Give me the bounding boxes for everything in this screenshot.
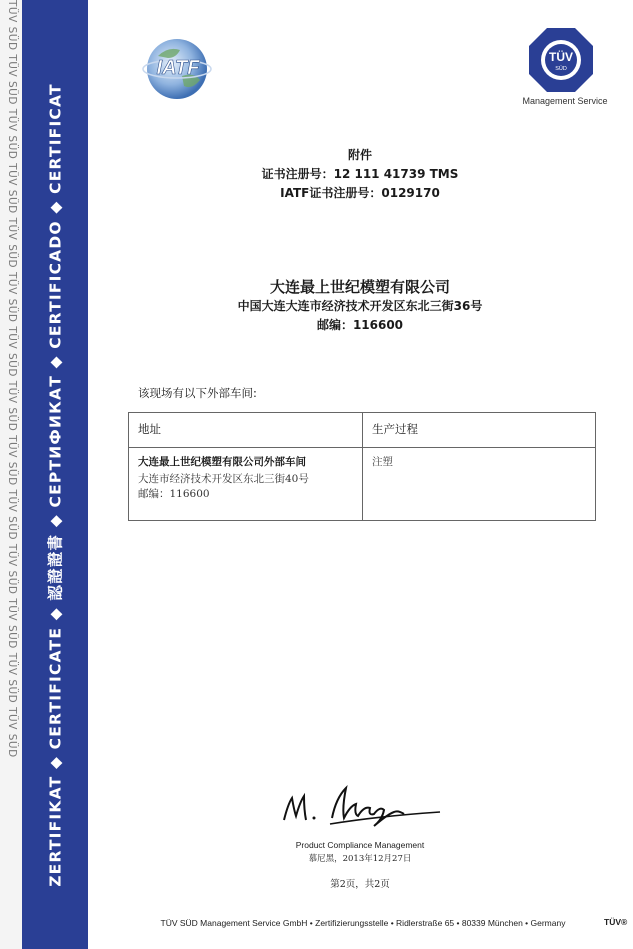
- signature-date: 慕尼黑，2013年12月27日: [308, 854, 412, 864]
- iatf-logo-text: IATF: [156, 57, 200, 79]
- company-name: 大连最上世纪模塑有限公司: [269, 278, 450, 296]
- table-row: [129, 448, 596, 521]
- sites-table: [128, 412, 596, 521]
- footer-address: TÜV SÜD Management Service GmbH • Zertifizierungsstelle • Ridlerstraße 65 • 80339 München • Germany: [160, 918, 566, 928]
- column-header-process: 生产过程: [363, 413, 596, 448]
- site-postal-code: 邮编：116600: [138, 488, 210, 500]
- column-header-address: 地址: [129, 413, 363, 448]
- certificate-number: 证书注册号：12 111 41739 TMS: [261, 167, 459, 181]
- page-number: 第2页，共2页: [330, 879, 390, 890]
- certificate-band-text: ZERTIFIKAT ◆ CERTIFICATE ◆ 認證證書 ◆ СЕРТИФИКАТ ◆ CERTIFICADO ◆ CERTIFICAT: [46, 82, 65, 887]
- sud-logo-text: SÜD: [555, 66, 567, 72]
- edge-watermark-text: TÜV SÜD TÜV SÜD TÜV SÜD TÜV SÜD TÜV SÜD TÜV SÜD TÜV SÜD TÜV SÜD TÜV SÜD TÜV SÜD TÜV SÜD TÜV SÜD TÜV SÜD TÜV SÜD: [6, 0, 18, 758]
- sites-intro: 该现场有以下外部车间:: [138, 386, 257, 400]
- site-name: 大连最上世纪模塑有限公司外部车间: [138, 456, 306, 468]
- tuv-caption: Management Service: [522, 96, 608, 106]
- certificate-band: [22, 0, 88, 949]
- tuv-sud-logo: [527, 26, 595, 94]
- attachment-label: 附件: [347, 148, 372, 162]
- edge-watermark-strip: [0, 0, 22, 949]
- handwritten-signature: [270, 780, 450, 830]
- footer-tuv-mark: TÜV®: [604, 917, 628, 927]
- company-postal-code: 邮编：116600: [316, 318, 404, 332]
- site-address: 大连市经济技术开发区东北三街40号: [138, 473, 309, 485]
- signature-title: Product Compliance Management: [295, 840, 425, 850]
- iatf-logo: [140, 36, 215, 102]
- company-address: 中国大连大连市经济技术开发区东北三街36号: [237, 299, 483, 313]
- table-header-row: [129, 413, 596, 448]
- tuv-logo-text: TÜV: [549, 50, 573, 64]
- iatf-certificate-number: IATF证书注册号：0129170: [280, 186, 440, 200]
- site-process: 注塑: [372, 456, 393, 468]
- site-address-cell: [129, 448, 363, 521]
- site-process-cell: [363, 448, 596, 521]
